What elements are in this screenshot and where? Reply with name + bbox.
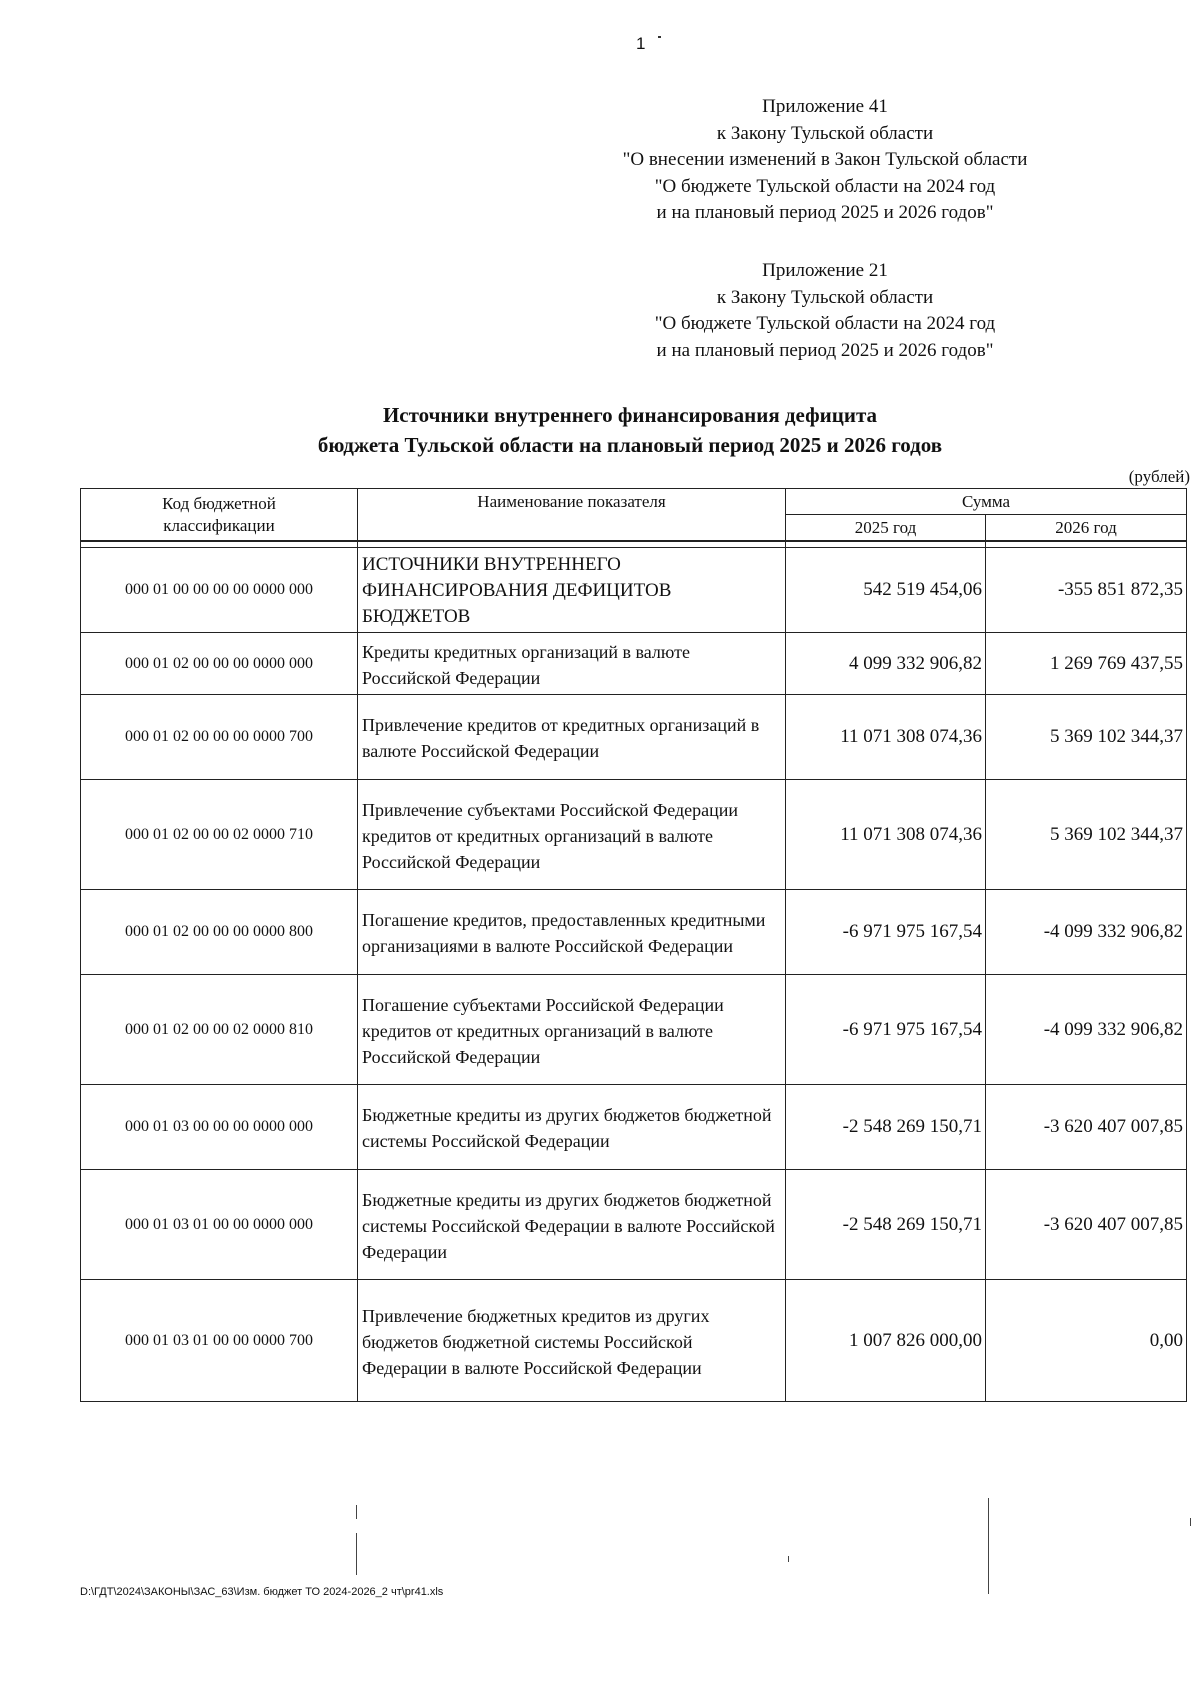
row-value-2025: -6 971 975 167,54	[786, 975, 986, 1085]
row-code: 000 01 03 01 00 00 0000 700	[81, 1280, 358, 1402]
annex-line: Приложение 41	[762, 96, 888, 117]
row-value-2026: 5 369 102 344,37	[986, 780, 1187, 890]
title-line: Источники внутреннего финансирования дефицита	[382, 403, 878, 427]
row-code: 000 01 00 00 00 00 0000 000	[81, 548, 358, 633]
annex-line: "О бюджете Тульской области на 2024 год	[654, 175, 996, 197]
header-year-2026: 2026 год	[986, 515, 1187, 542]
title-line: бюджета Тульской области на плановый период 2025 и 2026 годов	[317, 433, 943, 457]
annex-line: и на плановый период 2025 и 2026 годов"	[656, 202, 994, 223]
row-value-2025: 4 099 332 906,82	[786, 633, 986, 695]
page-number: 1	[636, 34, 646, 53]
file-path-footer: D:\ГДТ\2024\ЗАКОНЫ\ЗАС_63\Изм. бюджет ТО 2024-2026_2 чт\pr41.xls	[80, 1586, 444, 1598]
row-name: Привлечение субъектами Российской Федерации кредитов от кредитных организаций в валюте Российской Федерации	[358, 780, 786, 890]
table-row	[81, 1280, 1187, 1402]
scan-artifact	[788, 1556, 789, 1562]
row-code: 000 01 03 00 00 00 0000 000	[81, 1085, 358, 1170]
row-code: 000 01 03 01 00 00 0000 000	[81, 1170, 358, 1280]
annex-line: к Закону Тульской области	[716, 122, 934, 144]
scan-artifact	[356, 1505, 357, 1519]
row-code: 000 01 02 00 00 00 0000 800	[81, 890, 358, 975]
table-row	[81, 890, 1187, 975]
table-row	[81, 1085, 1187, 1170]
annex-line: и на плановый период 2025 и 2026 годов"	[656, 339, 994, 361]
row-code: 000 01 02 00 00 02 0000 810	[81, 975, 358, 1085]
row-name: Кредиты кредитных организаций в валюте Российской Федерации	[358, 633, 786, 695]
row-value-2025: 11 071 308 074,36	[786, 780, 986, 890]
scan-artifact	[1190, 1518, 1191, 1526]
row-value-2025: -2 548 269 150,71	[786, 1170, 986, 1280]
row-name: Погашение кредитов, предоставленных кредитными организациями в валюте Российской Федерации	[358, 890, 786, 975]
row-name: Привлечение кредитов от кредитных организаций в валюте Российской Федерации	[358, 695, 786, 780]
row-value-2026: 0,00	[986, 1280, 1187, 1402]
row-value-2025: 1 007 826 000,00	[786, 1280, 986, 1402]
header-name: Наименование показателя	[358, 489, 786, 542]
row-name: Привлечение бюджетных кредитов из других бюджетов бюджетной системы Российской Федерации в валюте Российской Федерации	[358, 1280, 786, 1402]
row-value-2025: -2 548 269 150,71	[786, 1085, 986, 1170]
row-name: Погашение субъектами Российской Федерации кредитов от кредитных организаций в валюте Российской Федерации	[358, 975, 786, 1085]
annex-line: "О бюджете Тульской области на 2024 год	[654, 313, 996, 334]
row-value-2025: -6 971 975 167,54	[786, 890, 986, 975]
row-value-2026: 5 369 102 344,37	[986, 695, 1187, 780]
table-row	[81, 633, 1187, 695]
header-sum: Сумма	[786, 489, 1187, 515]
table-row	[81, 975, 1187, 1085]
header-year-2025: 2025 год	[786, 515, 986, 542]
annex-current-header	[560, 94, 1090, 227]
header-code: Код бюджетной классификации	[81, 489, 358, 542]
document-title	[80, 400, 1180, 460]
row-value-2026: -355 851 872,35	[986, 548, 1187, 633]
row-value-2026: -4 099 332 906,82	[986, 975, 1187, 1085]
scan-speck	[658, 36, 661, 38]
row-value-2026: -3 620 407 007,85	[986, 1085, 1187, 1170]
annex-line: "О внесении изменений в Закон Тульской области	[622, 149, 1028, 170]
row-value-2026: -3 620 407 007,85	[986, 1170, 1187, 1280]
row-value-2026: -4 099 332 906,82	[986, 890, 1187, 975]
row-name: ИСТОЧНИКИ ВНУТРЕННЕГО ФИНАНСИРОВАНИЯ ДЕФИЦИТОВ БЮДЖЕТОВ	[358, 548, 786, 633]
row-code: 000 01 02 00 00 00 0000 000	[81, 633, 358, 695]
annex-line: к Закону Тульской области	[716, 286, 934, 308]
table-row	[81, 1170, 1187, 1280]
table-row	[81, 548, 1187, 633]
annex-original-header	[560, 258, 1090, 364]
scan-artifact	[356, 1533, 357, 1575]
row-value-2026: 1 269 769 437,55	[986, 633, 1187, 695]
table-row	[81, 695, 1187, 780]
units-label: (рублей)	[1128, 467, 1190, 486]
annex-line: Приложение 21	[762, 260, 888, 281]
row-name: Бюджетные кредиты из других бюджетов бюджетной системы Российской Федерации	[358, 1085, 786, 1170]
row-value-2025: 542 519 454,06	[786, 548, 986, 633]
row-code: 000 01 02 00 00 02 0000 710	[81, 780, 358, 890]
scan-artifact	[988, 1498, 989, 1594]
row-name: Бюджетные кредиты из других бюджетов бюджетной системы Российской Федерации в валюте Российской Федерации	[358, 1170, 786, 1280]
row-value-2025: 11 071 308 074,36	[786, 695, 986, 780]
financing-sources-table	[80, 488, 1187, 1402]
table-row	[81, 780, 1187, 890]
row-code: 000 01 02 00 00 00 0000 700	[81, 695, 358, 780]
